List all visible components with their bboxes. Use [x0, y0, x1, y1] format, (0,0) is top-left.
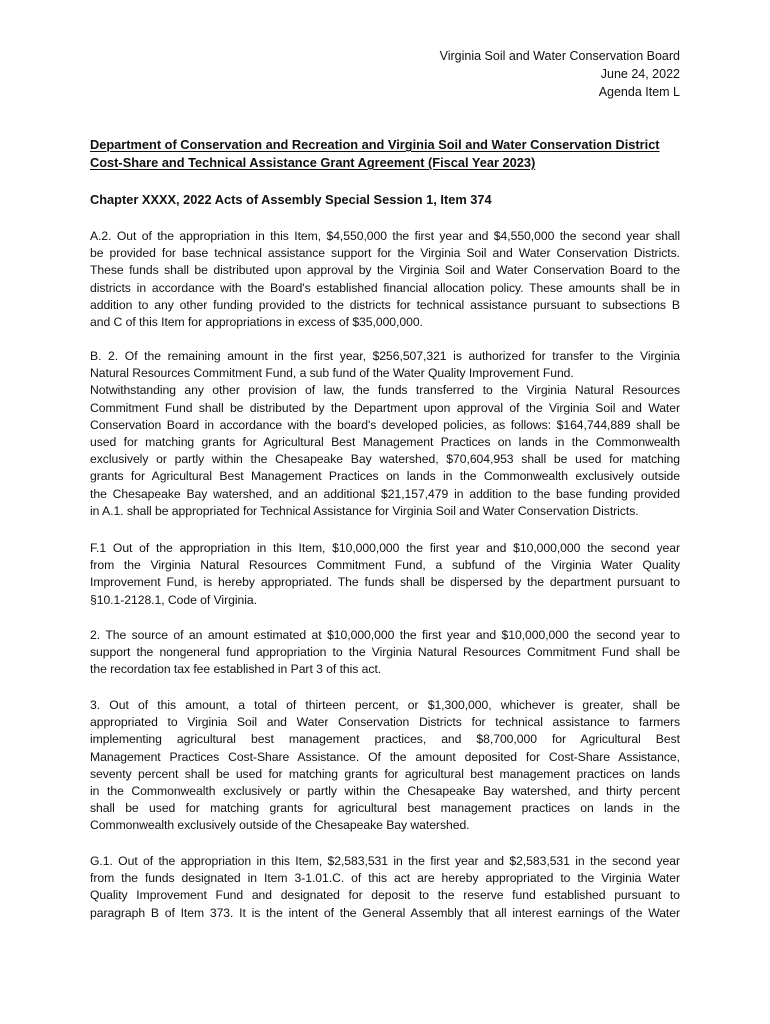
paragraph-f1 — [90, 540, 680, 609]
paragraph-line: Conservation Board in accordance with the board's developed policies, as follows: $164,744,889 shall be — [90, 417, 680, 432]
paragraph-line: appropriated to Virginia Soil and Water Conservation Districts for technical assistance to farmers — [90, 715, 680, 730]
paragraph-line: 2. The source of an amount estimated at $10,000,000 the first year and $10,000,000 the second year to — [90, 628, 680, 642]
paragraph-line: exclusively or partly within the Chesapeake Bay watershed, $70,604,953 shall be used for matching — [90, 452, 680, 467]
paragraph-line: addition to any other funding provided to the districts for technical assistance pursuant to subsections B — [90, 297, 680, 312]
paragraph-line: from the funds designated in Item 3-1.01.C. of this act are hereby appropriated to the Virginia Water — [90, 871, 680, 886]
paragraph-g1 — [90, 853, 680, 922]
paragraph-line: Notwithstanding any other provision of law, the funds transferred to the Virginia Natural Resources — [90, 383, 680, 398]
paragraph-line: Commonwealth exclusively outside of the Chesapeake Bay watershed. — [90, 818, 470, 833]
paragraph-f3 — [90, 697, 680, 835]
header-agenda-item: Agenda Item L — [598, 85, 680, 99]
paragraph-line: Natural Resources Commitment Fund, a sub fund of the Water Quality Improvement Fund. — [90, 366, 574, 381]
paragraph-a2 — [90, 228, 680, 331]
paragraph-line: Management Practices Cost-Share Assistance. Of the amount deposited for Cost-Share Assistance, — [90, 749, 680, 764]
paragraph-line: and C of this Item for appropriations in excess of $35,000,000. — [90, 315, 423, 330]
paragraph-line: These funds shall be distributed upon approval by the Virginia Soil and Water Conservation Board to the — [90, 263, 680, 278]
header-date: June 24, 2022 — [600, 67, 680, 81]
paragraph-line: be provided for base technical assistance support for the Virginia Soil and Water Conservation Districts. — [90, 246, 680, 261]
paragraph-line: B. 2. Of the remaining amount in the first year, $256,507,321 is authorized for transfer to the Virginia — [90, 349, 680, 363]
paragraph-line: support the nongeneral fund appropriation to the Virginia Natural Resources Commitment Fund shall be — [90, 645, 680, 660]
document-title — [90, 136, 680, 172]
paragraph-line: §10.1-2128.1, Code of Virginia. — [90, 592, 257, 607]
paragraph-line: districts in accordance with the Board's established financial allocation policy. These amounts shall be in — [90, 280, 680, 295]
paragraph-line: from the Virginia Natural Resources Commitment Fund, a subfund of the Virginia Water Quality — [90, 558, 680, 573]
chapter-heading: Chapter XXXX, 2022 Acts of Assembly Special Session 1, Item 374 — [90, 192, 492, 207]
header-board-name: Virginia Soil and Water Conservation Board — [439, 49, 680, 63]
title-line-2: Cost-Share and Technical Assistance Grant Agreement (Fiscal Year 2023) — [90, 155, 536, 170]
document-header — [440, 47, 680, 101]
paragraph-line: G.1. Out of the appropriation in this Item, $2,583,531 in the first year and $2,583,531 in the second year — [90, 854, 680, 868]
paragraph-line: in the Commonwealth exclusively or partly within the Chesapeake Bay watershed, and thirty percent — [90, 784, 680, 799]
paragraph-line: 3. Out of this amount, a total of thirteen percent, or $1,300,000, whichever is greater, shall be — [90, 698, 680, 712]
paragraph-line: shall be used for matching grants for agricultural best management practices on lands in the — [90, 801, 680, 816]
paragraph-line: Commitment Fund shall be distributed by the Department upon approval of the Virginia Soil and Water — [90, 400, 680, 415]
paragraph-line: grants for Agricultural Best Management Practices on lands in the Commonwealth exclusively outside — [90, 469, 680, 484]
paragraph-f2 — [90, 627, 680, 679]
paragraph-line: A.2. Out of the appropriation in this Item, $4,550,000 the first year and $4,550,000 the second year shall — [90, 229, 680, 243]
paragraph-line: paragraph B of Item 373. It is the intent of the General Assembly that all interest earnings of the Water — [90, 905, 680, 920]
paragraph-line: the recordation tax fee established in Part 3 of this act. — [90, 662, 382, 677]
paragraph-line: the Chesapeake Bay watershed, and an additional $21,157,479 in addition to the base funding provided — [90, 486, 680, 501]
paragraph-line: implementing agricultural best management practices, and $8,700,000 for Agricultural Best — [90, 732, 680, 747]
paragraph-line: Improvement Fund, is hereby appropriated. The funds shall be dispersed by the department pursuant to — [90, 575, 680, 590]
title-line-1: Department of Conservation and Recreation and Virginia Soil and Water Conservation District — [90, 137, 660, 152]
paragraph-b2 — [90, 348, 680, 520]
paragraph-line: in A.1. shall be appropriated for Technical Assistance for Virginia Soil and Water Conservation Districts. — [90, 503, 639, 518]
paragraph-line: seventy percent shall be used for matching grants for agricultural best management practices on lands — [90, 766, 680, 781]
paragraph-line: F.1 Out of the appropriation in this Item, $10,000,000 the first year and $10,000,000 the second year — [90, 541, 680, 555]
paragraph-line: Quality Improvement Fund and designated for deposit to the reserve fund established pursuant to — [90, 888, 680, 903]
paragraph-line: used for matching grants for Agricultural Best Management Practices on lands in the Commonwealth — [90, 435, 680, 450]
